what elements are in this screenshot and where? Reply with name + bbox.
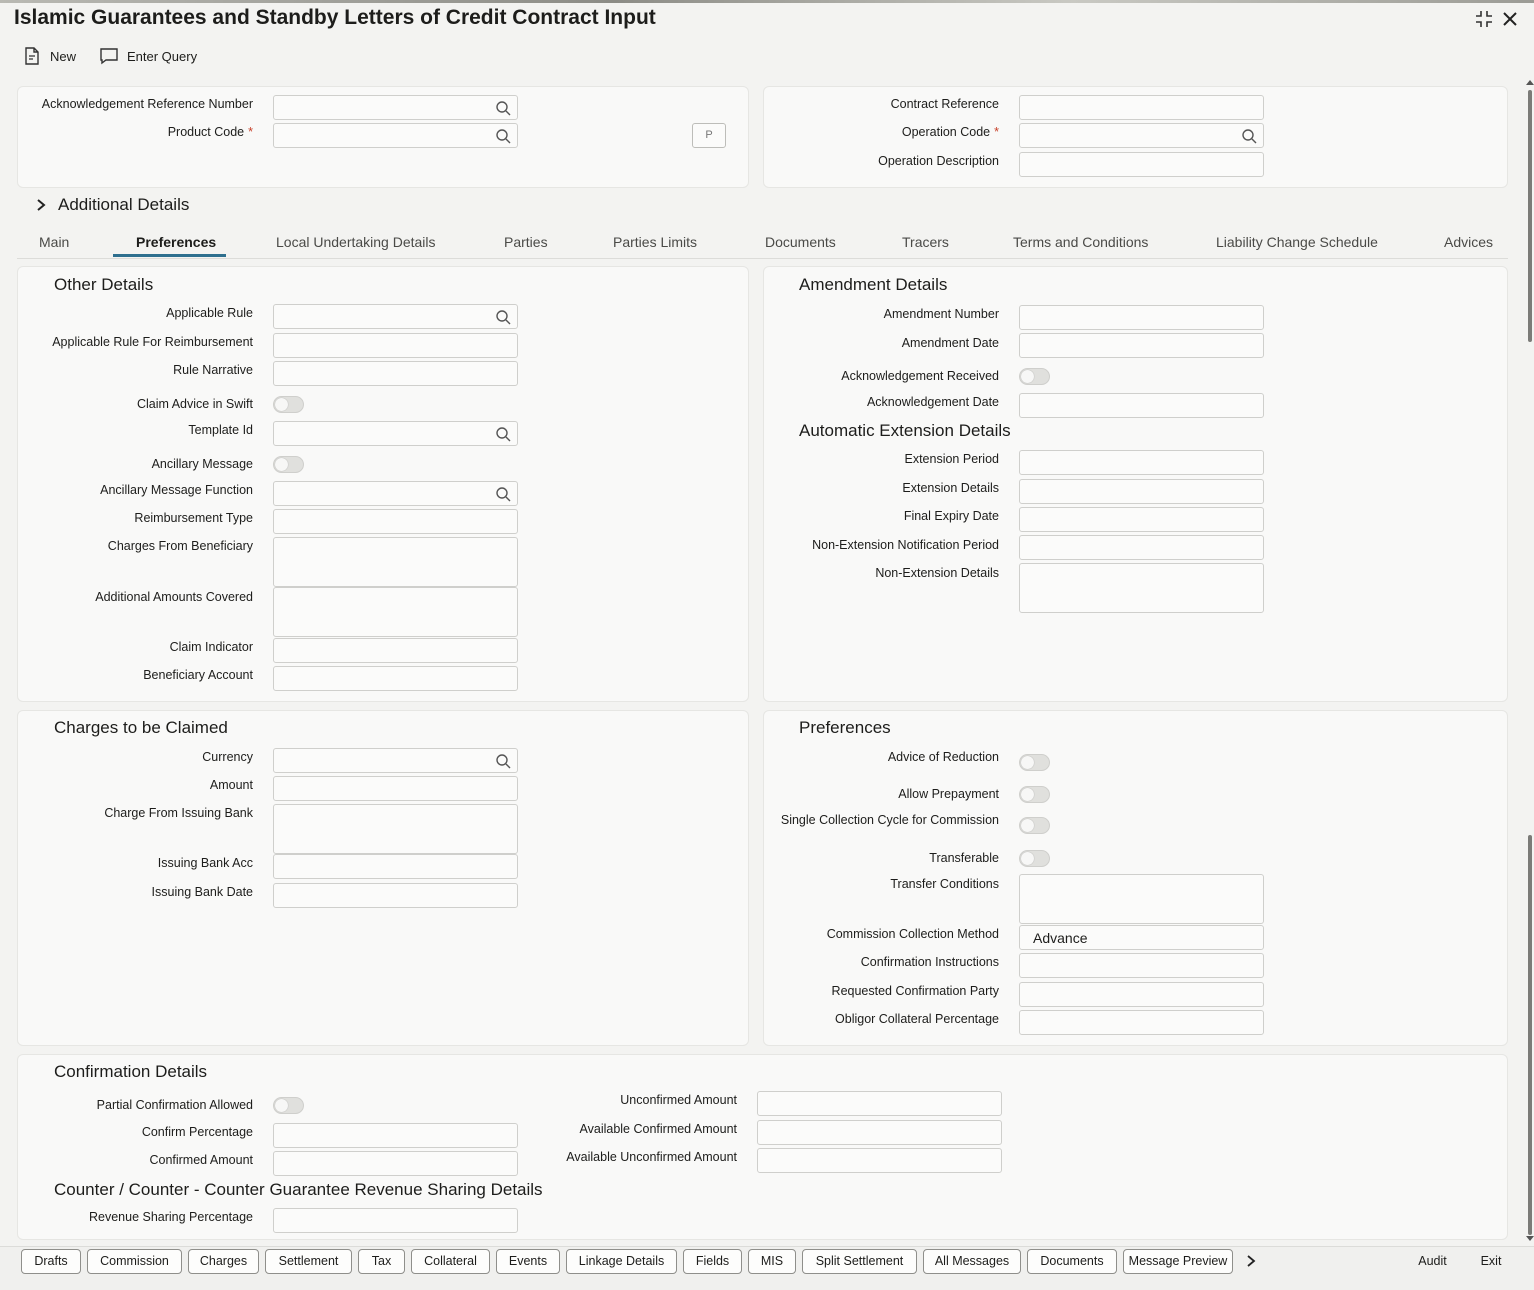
final-expiry-date-input[interactable] <box>1019 507 1264 532</box>
non-ext-details-input[interactable] <box>1019 563 1264 613</box>
p-button[interactable]: P <box>692 123 726 148</box>
beneficiary-account-label: Beneficiary Account <box>143 668 253 682</box>
scroll-up-icon[interactable] <box>1526 80 1534 85</box>
operation-code-text: Operation Code <box>901 125 991 139</box>
rule-narrative-label: Rule Narrative <box>173 363 253 377</box>
scroll-down-icon[interactable] <box>1526 1236 1534 1241</box>
tab-preferences[interactable]: Preferences <box>136 234 217 250</box>
auto-extension-title: Automatic Extension Details <box>799 421 1011 440</box>
search-icon[interactable] <box>495 426 511 442</box>
transferable-toggle[interactable] <box>1019 850 1050 867</box>
applicable-rule-reimb-label: Applicable Rule For Reimbursement <box>52 335 253 349</box>
fields-button[interactable]: Fields <box>683 1249 742 1274</box>
revenue-sharing-title: Counter / Counter - Counter Guarantee Revenue Sharing Details <box>54 1180 543 1199</box>
exit-button[interactable]: Exit <box>1480 1254 1502 1268</box>
new-document-icon <box>22 46 42 66</box>
single-collection-cycle-toggle[interactable] <box>1019 817 1050 834</box>
available-unconfirmed-amount-input[interactable] <box>757 1148 1002 1173</box>
claim-indicator-label: Claim Indicator <box>169 640 253 654</box>
tab-parties[interactable]: Parties <box>504 234 548 250</box>
split-settlement-button[interactable]: Split Settlement <box>802 1249 917 1274</box>
additional-amounts-covered-label: Additional Amounts Covered <box>95 590 253 604</box>
chevron-right-icon <box>34 197 48 213</box>
tab-parties-limits[interactable]: Parties Limits <box>613 234 698 250</box>
transfer-conditions-input[interactable] <box>1019 874 1264 924</box>
required-mark: * <box>248 125 253 139</box>
charges-button[interactable]: Charges <box>188 1249 259 1274</box>
search-icon[interactable] <box>495 486 511 502</box>
additional-amounts-covered-input[interactable] <box>273 587 518 637</box>
final-expiry-date-label: Final Expiry Date <box>903 509 999 523</box>
tab-documents[interactable]: Documents <box>765 234 836 250</box>
tab-local-undertaking[interactable]: Local Undertaking Details <box>276 234 436 250</box>
commission-button[interactable]: Commission <box>87 1249 182 1274</box>
charges-from-beneficiary-input[interactable] <box>273 537 518 587</box>
contract-ref-input[interactable] <box>1019 95 1264 120</box>
revenue-sharing-percentage-label: Revenue Sharing Percentage <box>88 1210 253 1224</box>
claim-advice-swift-label: Claim Advice in Swift <box>136 397 253 411</box>
non-ext-notification-period-label: Non-Extension Notification Period <box>812 538 999 552</box>
search-icon[interactable] <box>495 128 511 144</box>
all-messages-button[interactable]: All Messages <box>923 1249 1021 1274</box>
currency-label: Currency <box>202 750 253 764</box>
amount-label: Amount <box>209 778 253 792</box>
message-preview-button[interactable]: Message Preview <box>1123 1249 1233 1274</box>
template-id-label: Template Id <box>188 423 253 437</box>
extension-details-input[interactable] <box>1019 479 1264 504</box>
tab-tracers[interactable]: Tracers <box>902 234 949 250</box>
mis-button[interactable]: MIS <box>748 1249 796 1274</box>
amendment-date-label: Amendment Date <box>901 336 999 350</box>
template-id-input[interactable] <box>273 421 518 446</box>
confirmation-details-title: Confirmation Details <box>54 1062 208 1081</box>
operation-desc-input[interactable] <box>1019 152 1264 177</box>
issuing-bank-acc-input[interactable] <box>273 854 518 879</box>
more-buttons-chevron-icon[interactable] <box>1244 1253 1258 1274</box>
settlement-button[interactable]: Settlement <box>265 1249 352 1274</box>
single-collection-cycle-label: Single Collection Cycle for Commission <box>780 813 999 827</box>
ack-date-input[interactable] <box>1019 393 1264 418</box>
applicable-rule-reimb-input[interactable] <box>273 333 518 358</box>
partial-confirmation-allowed-toggle[interactable] <box>273 1097 304 1114</box>
search-icon[interactable] <box>495 100 511 116</box>
charge-from-issuing-bank-input[interactable] <box>273 804 518 854</box>
claim-indicator-input[interactable] <box>273 638 518 663</box>
amount-input[interactable] <box>273 776 518 801</box>
product-code-input[interactable] <box>273 123 518 148</box>
tab-advices[interactable]: Advices <box>1444 234 1494 250</box>
charge-from-issuing-bank-label: Charge From Issuing Bank <box>104 806 253 820</box>
available-confirmed-amount-input[interactable] <box>757 1120 1002 1145</box>
window-top-border <box>0 0 1534 3</box>
minimize-icon[interactable] <box>1473 8 1495 30</box>
unconfirmed-amount-input[interactable] <box>757 1091 1002 1116</box>
scrollbar-thumb[interactable] <box>1528 90 1532 342</box>
rule-narrative-input[interactable] <box>273 361 518 386</box>
obligor-collateral-percentage-input[interactable] <box>1019 1010 1264 1035</box>
window-title: Islamic Guarantees and Standby Letters of Credit Contract Input <box>14 6 656 29</box>
issuing-bank-acc-label: Issuing Bank Acc <box>157 856 253 870</box>
advice-of-reduction-label: Advice of Reduction <box>887 750 999 764</box>
active-tab-indicator <box>113 254 226 257</box>
amendment-number-label: Amendment Number <box>883 307 999 321</box>
required-mark: * <box>994 125 999 139</box>
preferences-title: Preferences <box>799 718 891 737</box>
claim-advice-swift-toggle[interactable] <box>273 396 304 413</box>
unconfirmed-amount-label: Unconfirmed Amount <box>620 1093 737 1107</box>
product-code-text: Product Code <box>167 125 245 139</box>
confirmation-instructions-input[interactable] <box>1019 953 1264 978</box>
additional-details-label: Additional Details <box>58 195 190 214</box>
partial-confirmation-allowed-label: Partial Confirmation Allowed <box>96 1098 253 1112</box>
ancillary-message-label: Ancillary Message <box>151 457 253 471</box>
amendment-date-input[interactable] <box>1019 333 1264 358</box>
ack-ref-input[interactable] <box>273 95 518 120</box>
charges-claimed-title: Charges to be Claimed <box>54 718 228 737</box>
tabs-divider <box>17 258 1508 259</box>
confirm-percentage-input[interactable] <box>273 1123 518 1148</box>
commission-collection-method-label: Commission Collection Method <box>826 927 999 941</box>
enter-query-label: Enter Query <box>127 48 198 64</box>
advice-of-reduction-toggle[interactable] <box>1019 754 1050 771</box>
search-icon[interactable] <box>495 309 511 325</box>
applicable-rule-label: Applicable Rule <box>166 306 253 320</box>
available-confirmed-amount-label: Available Confirmed Amount <box>579 1122 737 1136</box>
drafts-button[interactable]: Drafts <box>21 1249 81 1274</box>
currency-input[interactable] <box>273 748 518 773</box>
ancillary-message-toggle[interactable] <box>273 456 304 473</box>
commission-collection-method-select[interactable] <box>1019 925 1264 950</box>
scrollbar-thumb-lower[interactable] <box>1528 835 1532 1235</box>
other-details-title: Other Details <box>54 275 154 294</box>
transferable-label: Transferable <box>929 851 999 865</box>
revenue-sharing-percentage-input[interactable] <box>273 1208 518 1233</box>
applicable-rule-input[interactable] <box>273 304 518 329</box>
charges-from-beneficiary-label: Charges From Beneficiary <box>107 539 253 553</box>
beneficiary-account-input[interactable] <box>273 666 518 691</box>
issuing-bank-date-label: Issuing Bank Date <box>151 885 253 899</box>
available-unconfirmed-amount-label: Available Unconfirmed Amount <box>566 1150 737 1164</box>
allow-prepayment-label: Allow Prepayment <box>898 787 999 801</box>
query-chat-icon <box>99 46 119 66</box>
reimbursement-type-input[interactable] <box>273 509 518 534</box>
confirmed-amount-label: Confirmed Amount <box>149 1153 253 1167</box>
extension-period-input[interactable] <box>1019 450 1264 475</box>
requested-confirmation-party-label: Requested Confirmation Party <box>831 984 999 998</box>
collateral-button[interactable]: Collateral <box>411 1249 490 1274</box>
confirmed-amount-input[interactable] <box>273 1151 518 1176</box>
tab-terms-conditions[interactable]: Terms and Conditions <box>1013 234 1149 250</box>
operation-desc-label: Operation Description <box>878 154 999 168</box>
close-icon[interactable] <box>1499 8 1521 30</box>
operation-code-label <box>902 125 999 139</box>
search-icon[interactable] <box>495 753 511 769</box>
allow-prepayment-toggle[interactable] <box>1019 786 1050 803</box>
tax-button[interactable]: Tax <box>358 1249 405 1274</box>
requested-confirmation-party-input[interactable] <box>1019 982 1264 1007</box>
ancillary-message-function-input[interactable] <box>273 481 518 506</box>
contract-ref-label: Contract Reference <box>890 97 999 111</box>
commission-collection-method-value: Advance <box>1033 930 1088 946</box>
audit-button[interactable]: Audit <box>1418 1254 1447 1268</box>
tab-main[interactable]: Main <box>39 234 70 250</box>
ack-date-label: Acknowledgement Date <box>866 395 999 409</box>
transfer-conditions-label: Transfer Conditions <box>890 877 999 891</box>
new-button[interactable] <box>22 46 76 66</box>
confirmation-instructions-label: Confirmation Instructions <box>860 955 999 969</box>
enter-query-button[interactable] <box>99 46 197 66</box>
ack-received-toggle[interactable] <box>1019 368 1050 385</box>
operation-code-input[interactable] <box>1019 123 1264 148</box>
search-icon[interactable] <box>1241 128 1257 144</box>
amendment-details-title: Amendment Details <box>799 275 948 294</box>
non-ext-details-label: Non-Extension Details <box>875 566 999 580</box>
non-ext-notification-period-input[interactable] <box>1019 535 1264 560</box>
events-button[interactable]: Events <box>496 1249 560 1274</box>
product-code-label <box>168 125 253 139</box>
ack-ref-label: Acknowledgement Reference Number <box>41 97 253 111</box>
ack-received-label: Acknowledgement Received <box>841 369 999 383</box>
tab-liability-change-schedule[interactable]: Liability Change Schedule <box>1216 234 1378 250</box>
issuing-bank-date-input[interactable] <box>273 883 518 908</box>
extension-period-label: Extension Period <box>904 452 999 466</box>
confirm-percentage-label: Confirm Percentage <box>141 1125 253 1139</box>
documents-button[interactable]: Documents <box>1027 1249 1117 1274</box>
amendment-number-input[interactable] <box>1019 305 1264 330</box>
new-label: New <box>50 48 77 64</box>
obligor-collateral-percentage-label: Obligor Collateral Percentage <box>835 1012 999 1026</box>
reimbursement-type-label: Reimbursement Type <box>134 511 253 525</box>
linkage-details-button[interactable]: Linkage Details <box>566 1249 677 1274</box>
ancillary-message-function-label: Ancillary Message Function <box>100 483 253 497</box>
extension-details-label: Extension Details <box>902 481 999 495</box>
additional-details-toggle[interactable] <box>34 195 189 215</box>
